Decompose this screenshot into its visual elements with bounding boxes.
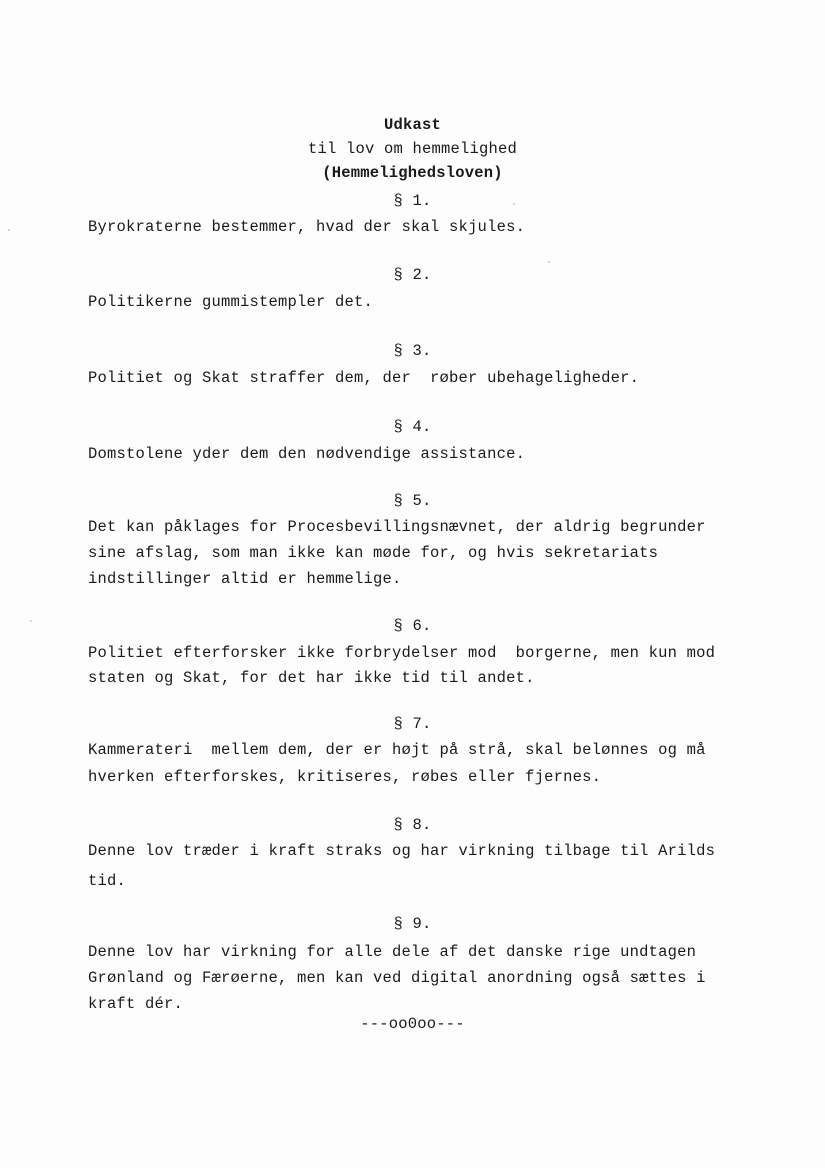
section-heading: § 8.	[393, 816, 432, 834]
scan-speck	[30, 620, 32, 622]
section-text: Politiet og Skat straffer dem, der røber ubehageligheder.	[88, 369, 640, 387]
section-text: Byrokraterne bestemmer, hvad der skal skjules.	[88, 218, 526, 236]
section-text: staten og Skat, for det har ikke tid til andet.	[88, 669, 535, 687]
section-text: Grønland og Færøerne, men kan ved digital anordning også sættes i	[88, 969, 706, 987]
section-heading: § 3.	[393, 342, 432, 360]
section-text: Kammerateri mellem dem, der er højt på strå, skal belønnes og må	[88, 741, 706, 759]
document-short-title: (Hemmelighedsloven)	[322, 164, 503, 182]
section-heading: § 4.	[393, 418, 432, 436]
section-text: Denne lov har virkning for alle dele af det danske rige undtagen	[88, 943, 697, 961]
section-text: Politikerne gummistempler det.	[88, 293, 374, 311]
section-heading: § 7.	[393, 715, 432, 733]
section-heading: § 6.	[393, 617, 432, 635]
end-mark: ---oo0oo---	[360, 1015, 465, 1033]
section-heading: § 9.	[393, 915, 432, 933]
section-text: sine afslag, som man ikke kan møde for, og hvis sekretariats	[88, 544, 659, 562]
section-text: Politiet efterforsker ikke forbrydelser mod borgerne, men kun mod	[88, 644, 716, 662]
section-text: Denne lov træder i kraft straks og har virkning tilbage til Arilds	[88, 842, 716, 860]
section-text: indstillinger altid er hemmelige.	[88, 570, 402, 588]
scan-speck	[513, 203, 515, 205]
document-subtitle: til lov om hemmelighed	[307, 140, 518, 158]
section-heading: § 1.	[393, 192, 432, 210]
scan-speck	[548, 261, 550, 263]
section-text: Det kan påklages for Procesbevillingsnævnet, der aldrig begrunder	[88, 518, 706, 536]
section-text: hverken efterforskes, kritiseres, røbes eller fjernes.	[88, 768, 602, 786]
scan-speck	[8, 229, 10, 231]
section-text: tid.	[88, 872, 127, 890]
section-heading: § 2.	[393, 266, 432, 284]
document-title: Udkast	[383, 116, 441, 134]
section-text: kraft dér.	[88, 995, 184, 1013]
section-text: Domstolene yder dem den nødvendige assistance.	[88, 445, 526, 463]
section-heading: § 5.	[393, 492, 432, 510]
